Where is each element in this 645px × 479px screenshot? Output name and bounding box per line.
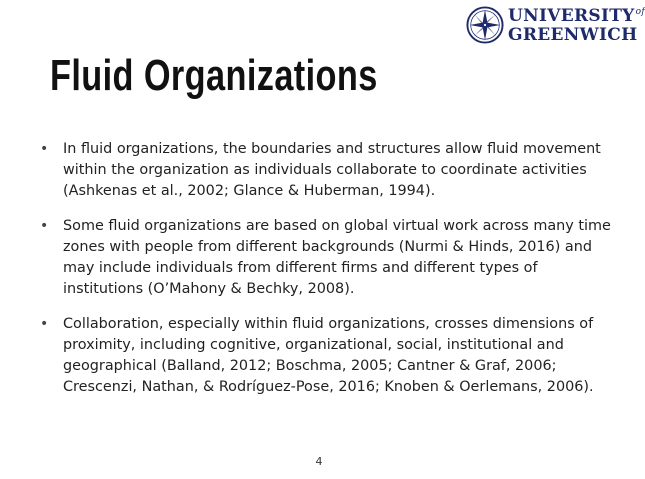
bullet-text-3: Collaboration, especially within fluid organizations, crosses dimensions of proximity, including cognitive, organizational, social, institutional and geographical (Balland, 2012; Boschma, 2005; Cantner & Graf, 2006; Crescenzi, Nathan, & Rodríguez-Pose, 2016; Knoben & Oerlemans, 2006).	[63, 316, 594, 395]
wordmark-of: of	[635, 7, 645, 18]
bullet-item-3	[40, 314, 620, 398]
slide-title: Fluid Organizations	[50, 51, 378, 100]
university-logo	[466, 6, 645, 45]
bullet-dot-icon: •	[40, 218, 49, 234]
bullet-text-2: Some fluid organizations are based on global virtual work across many time zones with people from different backgrounds (Nurmi & Hinds, 2016) and may include individuals from different firms and different types of institutions (O’Mahony & Bechky, 2008).	[63, 218, 611, 297]
wordmark-line-1	[508, 8, 645, 25]
university-wordmark	[508, 6, 645, 44]
bullet-list	[40, 139, 620, 412]
wordmark-line-2: GREENWICH	[508, 25, 638, 45]
bullet-text-1: In fluid organizations, the boundaries and structures allow fluid movement within the organization as individuals collaborate to coordinate activities (Ashkenas et al., 2002; Glance & Huberman, 1994).	[63, 141, 601, 199]
bullet-item-2	[40, 216, 620, 300]
bullet-dot-icon: •	[40, 141, 49, 157]
compass-seal-icon	[466, 6, 504, 44]
bullet-item-1	[40, 139, 620, 202]
page-number: 4	[315, 455, 323, 468]
wordmark-university: UNIVERSITY	[508, 6, 635, 26]
bullet-dot-icon: •	[40, 316, 49, 332]
